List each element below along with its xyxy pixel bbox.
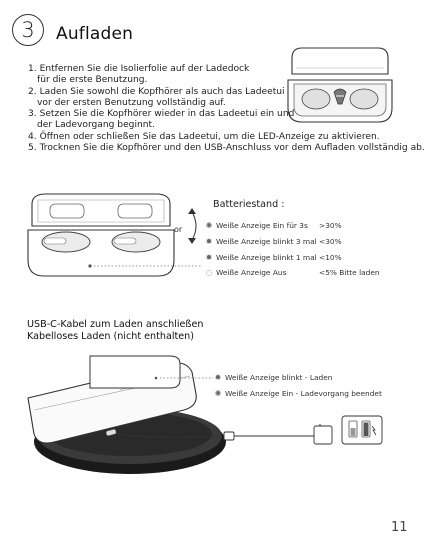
step-2: 2. Laden Sie sowohl die Kopfhörer als auch das Ladeetui xyxy=(28,86,285,97)
section-title: Aufladen xyxy=(56,24,134,44)
battery-title: Batteriestand : xyxy=(213,199,285,210)
case-led xyxy=(88,264,91,267)
or-label: or xyxy=(174,225,183,234)
case-earbuds-illustration xyxy=(24,188,204,288)
instruction-list xyxy=(28,64,423,154)
led-off-icon: ◌ xyxy=(205,268,213,277)
battery-row-pct: >30% xyxy=(319,221,342,230)
step-3: 3. Setzen Sie die Kopfhörer wieder in das Ladeetui ein und xyxy=(28,109,295,120)
led-blink-charging xyxy=(213,373,332,382)
led-blink-icon: ✹ xyxy=(205,253,213,262)
battery-row-pct: <30% xyxy=(319,237,342,246)
step-1-continuation: für die erste Benutzung. xyxy=(37,75,148,86)
step-number-badge: 3 xyxy=(12,14,44,46)
battery-row-text: Weiße Anzeige blinkt 1 mal xyxy=(216,253,317,262)
led-blink-icon: ✹ xyxy=(214,373,222,382)
battery-row-text: Weiße Anzeige blinkt 3 mal xyxy=(216,237,317,246)
step-3-continuation: der Ladevorgang beginnt. xyxy=(37,120,155,131)
usb-cable-label: USB-C-Kabel zum Laden anschließen xyxy=(27,319,204,330)
led-blink-icon: ✹ xyxy=(205,237,213,246)
led-solid-icon: ✺ xyxy=(214,389,222,398)
led-solid-icon: ✺ xyxy=(205,221,213,230)
step-1: 1. Entfernen Sie die Isolierfolie auf der Ladedock xyxy=(28,64,250,74)
battery-row xyxy=(204,237,342,246)
battery-row xyxy=(204,253,342,262)
step-4: 4. Öffnen oder schließen Sie das Ladeetui, um die LED-Anzeige zu aktivieren. xyxy=(28,131,380,142)
led-blink-text: Weiße Anzeige blinkt - Laden xyxy=(225,373,333,382)
step-5: 5. Trocknen Sie die Kopfhörer und den USB-Anschluss vor dem Aufladen vollständig ab. xyxy=(28,143,425,154)
battery-row-text: Weiße Anzeige Ein für 3s xyxy=(216,221,308,230)
battery-row-text: Weiße Anzeige Aus xyxy=(216,268,287,277)
led-on-complete xyxy=(213,389,382,398)
wireless-charging-label: Kabelloses Laden (nicht enthalten) xyxy=(27,331,195,342)
step-2-continuation: vor der ersten Benutzung vollständig auf. xyxy=(37,97,226,108)
led-on-text: Weiße Anzeige Ein - Ladevorgang beendet xyxy=(225,389,382,398)
battery-row-pct: <10% xyxy=(319,253,342,262)
page-number: 11 xyxy=(391,520,408,535)
battery-row xyxy=(204,268,380,277)
battery-row xyxy=(204,221,342,230)
battery-row-pct: <5% Bitte laden xyxy=(319,268,380,277)
charging-illustration xyxy=(20,350,420,480)
